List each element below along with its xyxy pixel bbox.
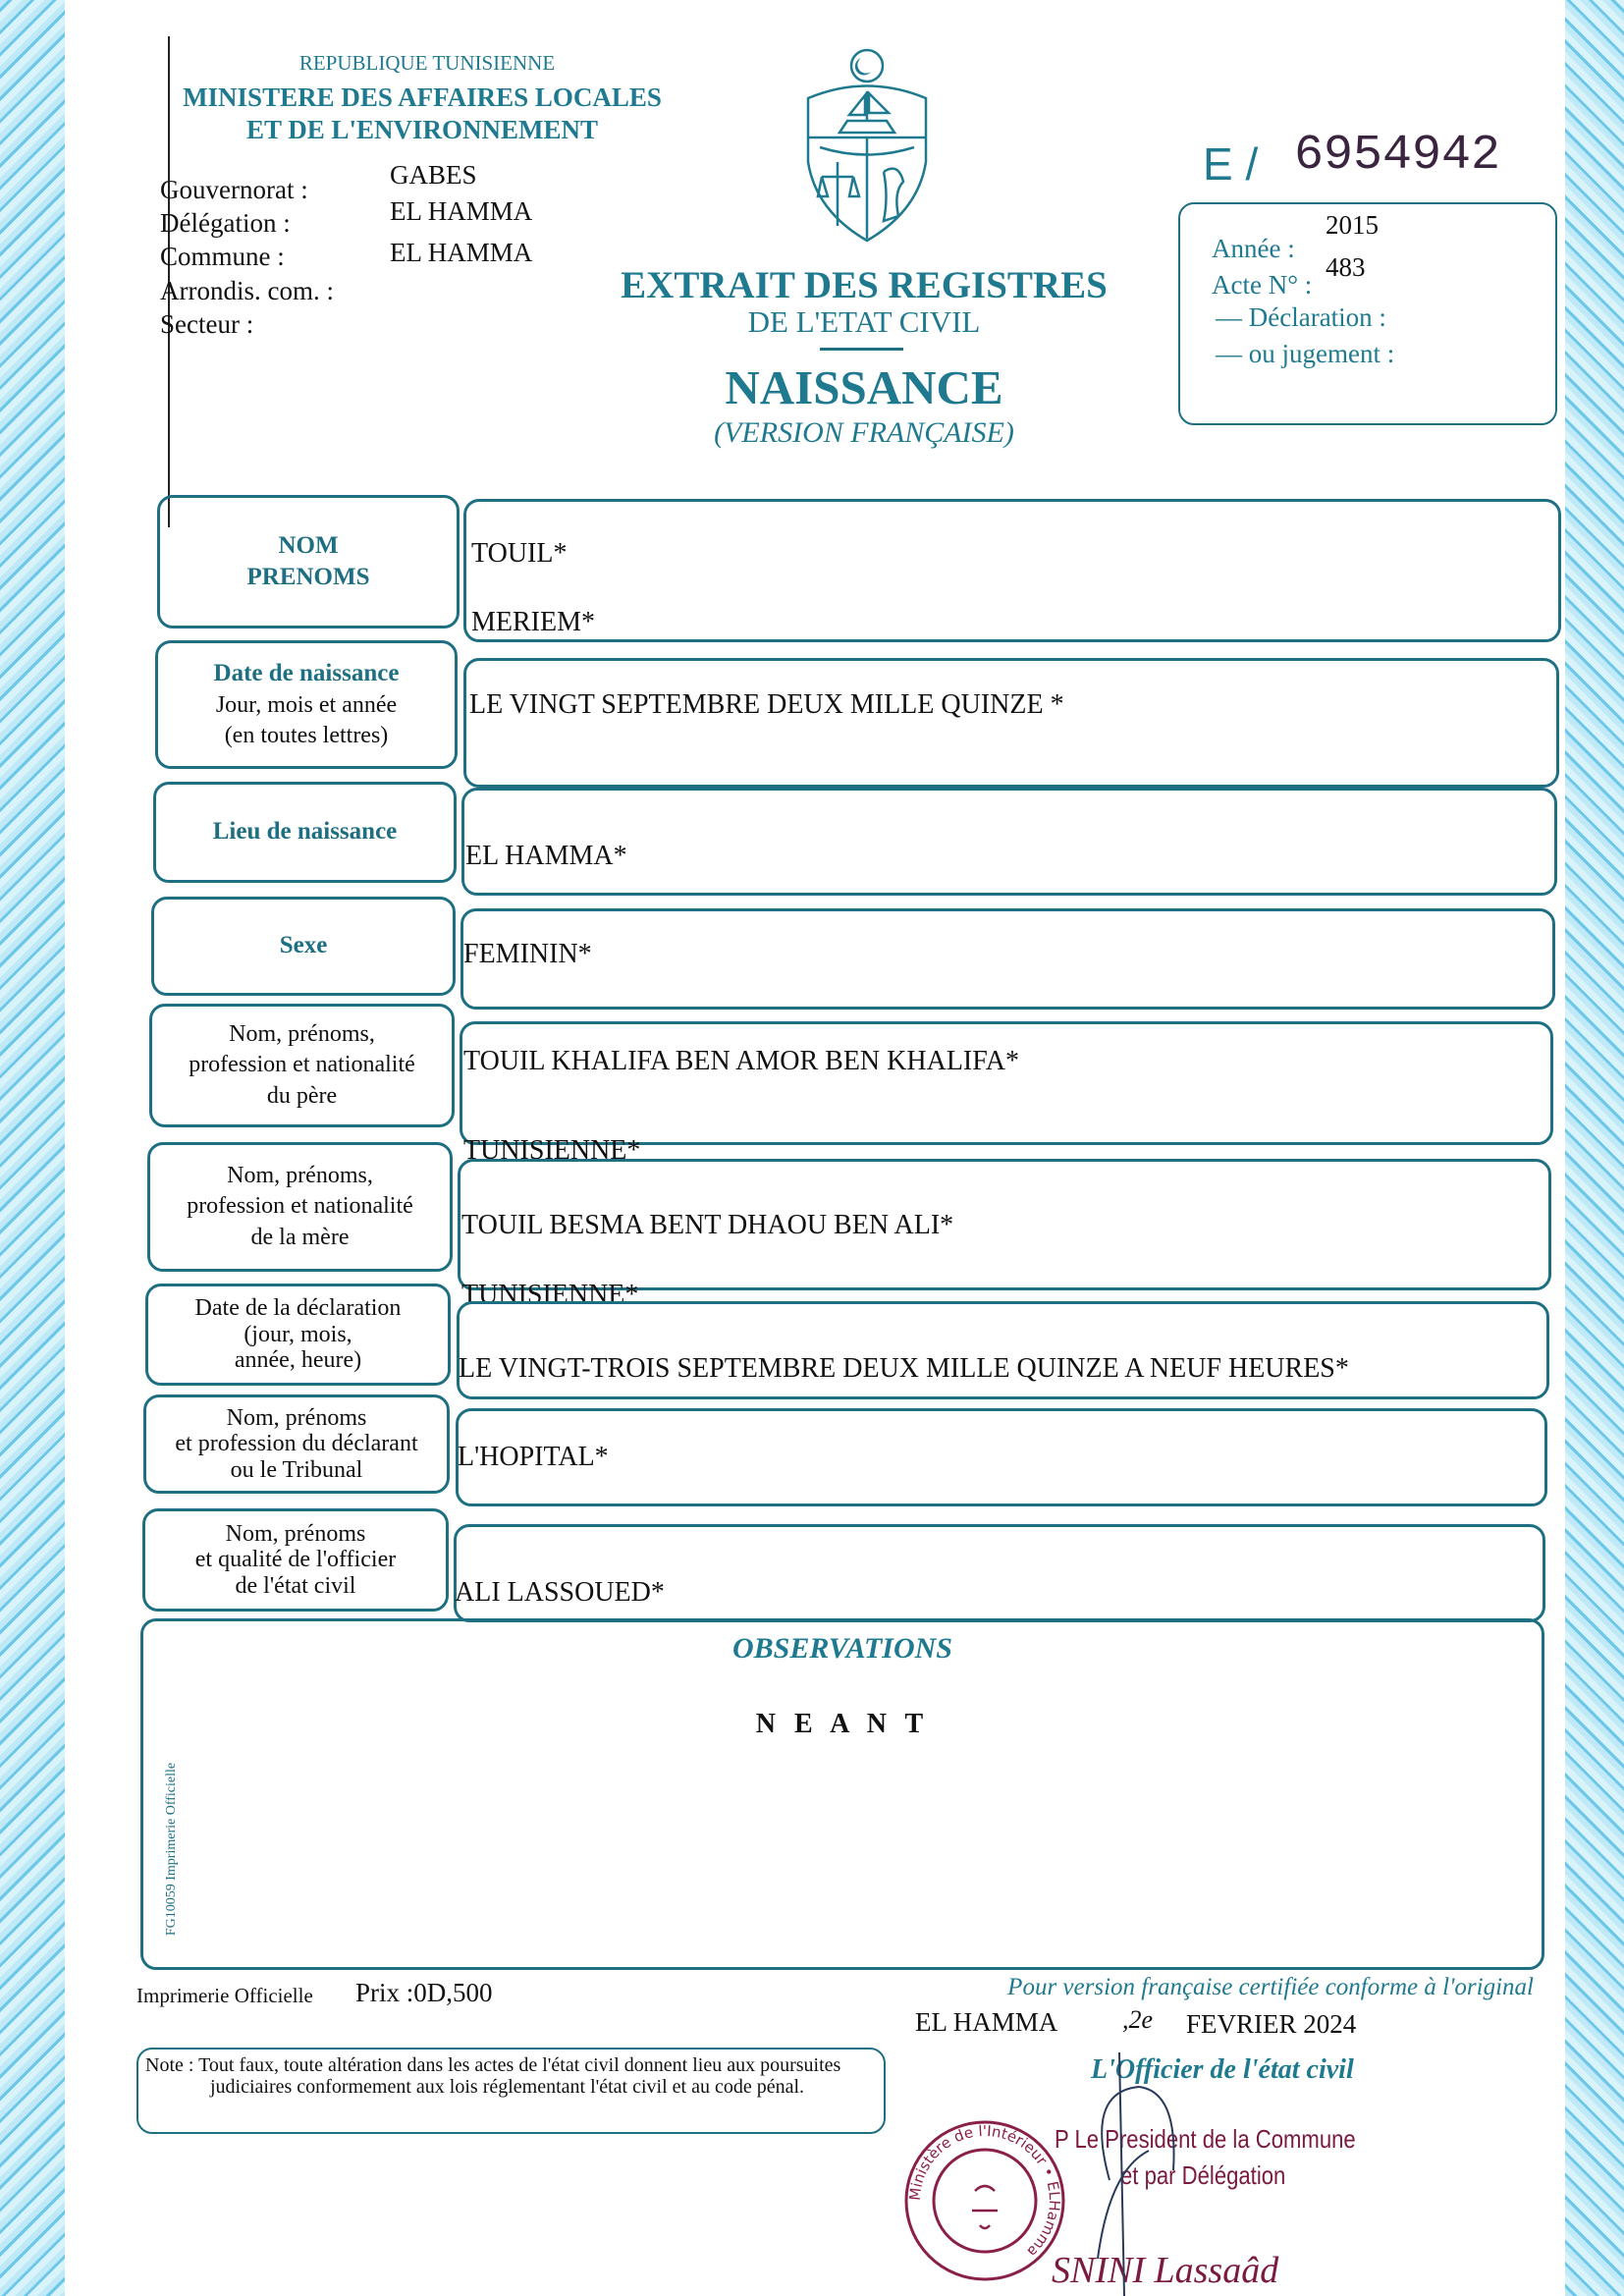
issue-day: ,2e: [1122, 2005, 1154, 2034]
serial-number: 6954942: [1294, 128, 1501, 184]
acte-label: Acte N° :: [1212, 270, 1313, 300]
value-pere-nationalite: TUNISIENNE*: [463, 1135, 641, 1166]
value-officier: ALI LASSOUED*: [455, 1577, 665, 1608]
value-mere-nationalite: TUNISIENNE*: [461, 1280, 639, 1310]
ministry-line2: ET DE L'ENVIRONNEMENT: [245, 115, 599, 144]
value-box-sexe: [460, 908, 1555, 1010]
price-label: Prix :0D,500: [355, 1978, 493, 2007]
observations-text: N E A N T: [755, 1709, 930, 1739]
label-pere: [149, 1004, 455, 1127]
signature-name: SNINI Lassaâd: [1052, 2250, 1279, 2291]
label-line: Nom, prénoms: [226, 1404, 367, 1431]
label-line: du père: [266, 1082, 338, 1109]
label-declarant: [143, 1394, 450, 1494]
secteur-label: Secteur :: [160, 309, 254, 339]
label-officier: [142, 1508, 449, 1612]
value-mere-nom: TOUIL BESMA BENT DHAOU BEN ALI*: [461, 1210, 954, 1240]
ministry-line1: MINISTERE DES AFFAIRES LOCALES: [183, 82, 662, 112]
gouvernorat-label: Gouvernorat :: [160, 175, 308, 204]
certified-conform: Pour version française certifiée conforme à l'original: [1007, 1974, 1534, 2000]
serial-prefix: E /: [1203, 138, 1259, 190]
label-date-naissance: [155, 640, 458, 769]
label-nom: NOM: [278, 531, 339, 559]
title-divider: [820, 348, 903, 351]
acte-value: 483: [1326, 252, 1366, 282]
label-line: ou le Tribunal: [230, 1456, 363, 1483]
label-date-declaration: [145, 1284, 451, 1386]
gouvernorat-value: GABES: [390, 160, 477, 190]
label-nom-prenoms: [157, 495, 460, 629]
official-stamp-icon: [901, 2117, 1068, 2284]
label-line: de la mère: [250, 1224, 350, 1250]
title-naissance: NAISSANCE: [725, 360, 1003, 414]
commune-value: EL HAMMA: [390, 238, 533, 267]
printer-label: Imprimerie Officielle: [136, 1984, 313, 2007]
value-lieu-naissance: EL HAMMA*: [465, 841, 627, 871]
annee-label: Année :: [1212, 234, 1295, 263]
value-declarant: L'HOPITAL*: [458, 1442, 609, 1472]
label-prenoms: PRENOMS: [246, 564, 370, 590]
declaration-label: — Déclaration :: [1216, 302, 1386, 332]
observations-box: [140, 1618, 1544, 1970]
issue-month-year: FEVRIER 2024: [1186, 2009, 1357, 2039]
value-box-date-declaration: [457, 1301, 1549, 1399]
tunisia-coat-of-arms-icon: [800, 44, 934, 246]
label-line: Jour, mois et année: [215, 691, 398, 718]
officer-title: L'Officier de l'état civil: [1091, 2054, 1354, 2085]
label-line: profession et nationalité: [187, 1193, 413, 1220]
label-line: (jour, mois,: [244, 1321, 352, 1347]
security-border-right: [1565, 0, 1624, 2296]
annee-value: 2015: [1326, 210, 1379, 240]
value-box-date-naissance: [463, 658, 1559, 788]
label-line: année, heure): [234, 1347, 362, 1374]
arrondissement-label: Arrondis. com. :: [160, 276, 334, 305]
value-prenoms: MERIEM*: [471, 607, 595, 637]
commune-label: Commune :: [160, 242, 285, 271]
jugement-label: — ou jugement :: [1216, 339, 1395, 368]
label-lieu-title: Lieu de naissance: [212, 818, 398, 846]
observations-title: OBSERVATIONS: [732, 1632, 952, 1665]
signature-president: P Le President de la Commune: [1055, 2124, 1356, 2154]
label-line: Nom, prénoms: [225, 1520, 366, 1547]
legal-note: Note : Tout faux, toute altération dans les actes de l'état civil donnent lieu aux poursuites judiciaires conformement aux lois réglementant l'état civil et au code pénal.: [145, 2054, 841, 2098]
label-sexe-title: Sexe: [279, 932, 328, 959]
delegation-label: Délégation :: [160, 208, 291, 238]
label-sexe: [151, 897, 456, 996]
value-sexe: FEMININ*: [463, 939, 592, 969]
label-line: profession et nationalité: [189, 1052, 415, 1078]
title-etat-civil: DE L'ETAT CIVIL: [747, 304, 981, 339]
delegation-value: EL HAMMA: [390, 196, 533, 226]
svg-text:Ministère de l'Intérieur • ELH: Ministère de l'Intérieur • ELHamma: [905, 2121, 1064, 2262]
issue-place: EL HAMMA: [915, 2007, 1058, 2037]
value-box-declarant: [456, 1408, 1547, 1506]
label-date-naissance-title: Date de naissance: [213, 660, 400, 687]
value-pere-nom: TOUIL KHALIFA BEN AMOR BEN KHALIFA*: [463, 1046, 1019, 1076]
republic-label: REPUBLIQUE TUNISIENNE: [298, 51, 556, 75]
value-date-naissance: LE VINGT SEPTEMBRE DEUX MILLE QUINZE *: [469, 689, 1064, 720]
label-line: et qualité de l'officier: [194, 1547, 397, 1573]
signature-delegation: et par Délégation: [1120, 2160, 1286, 2190]
label-line: Nom, prénoms,: [229, 1021, 375, 1048]
value-nom: TOUIL*: [471, 538, 568, 569]
value-box-nom-prenoms: [463, 499, 1561, 642]
label-lieu-naissance: [153, 782, 457, 883]
title-extrait: EXTRAIT DES REGISTRES: [621, 264, 1108, 306]
value-date-declaration: LE VINGT-TROIS SEPTEMBRE DEUX MILLE QUINZE A NEUF HEURES*: [459, 1353, 1349, 1384]
side-print-reference: FG10059 Imprimerie Officielle: [164, 1762, 179, 1937]
label-line: Date de la déclaration: [194, 1295, 402, 1322]
label-line: et profession du déclarant: [175, 1431, 418, 1457]
value-box-pere: [460, 1021, 1553, 1145]
title-version: (VERSION FRANÇAISE): [714, 416, 1014, 449]
label-line: (en toutes lettres): [224, 722, 389, 748]
label-mere: [147, 1142, 453, 1272]
security-border-left: [0, 0, 65, 2296]
label-line: Nom, prénoms,: [227, 1163, 373, 1189]
handwritten-signature-icon: [1090, 2052, 1227, 2296]
label-line: de l'état civil: [235, 1572, 356, 1599]
